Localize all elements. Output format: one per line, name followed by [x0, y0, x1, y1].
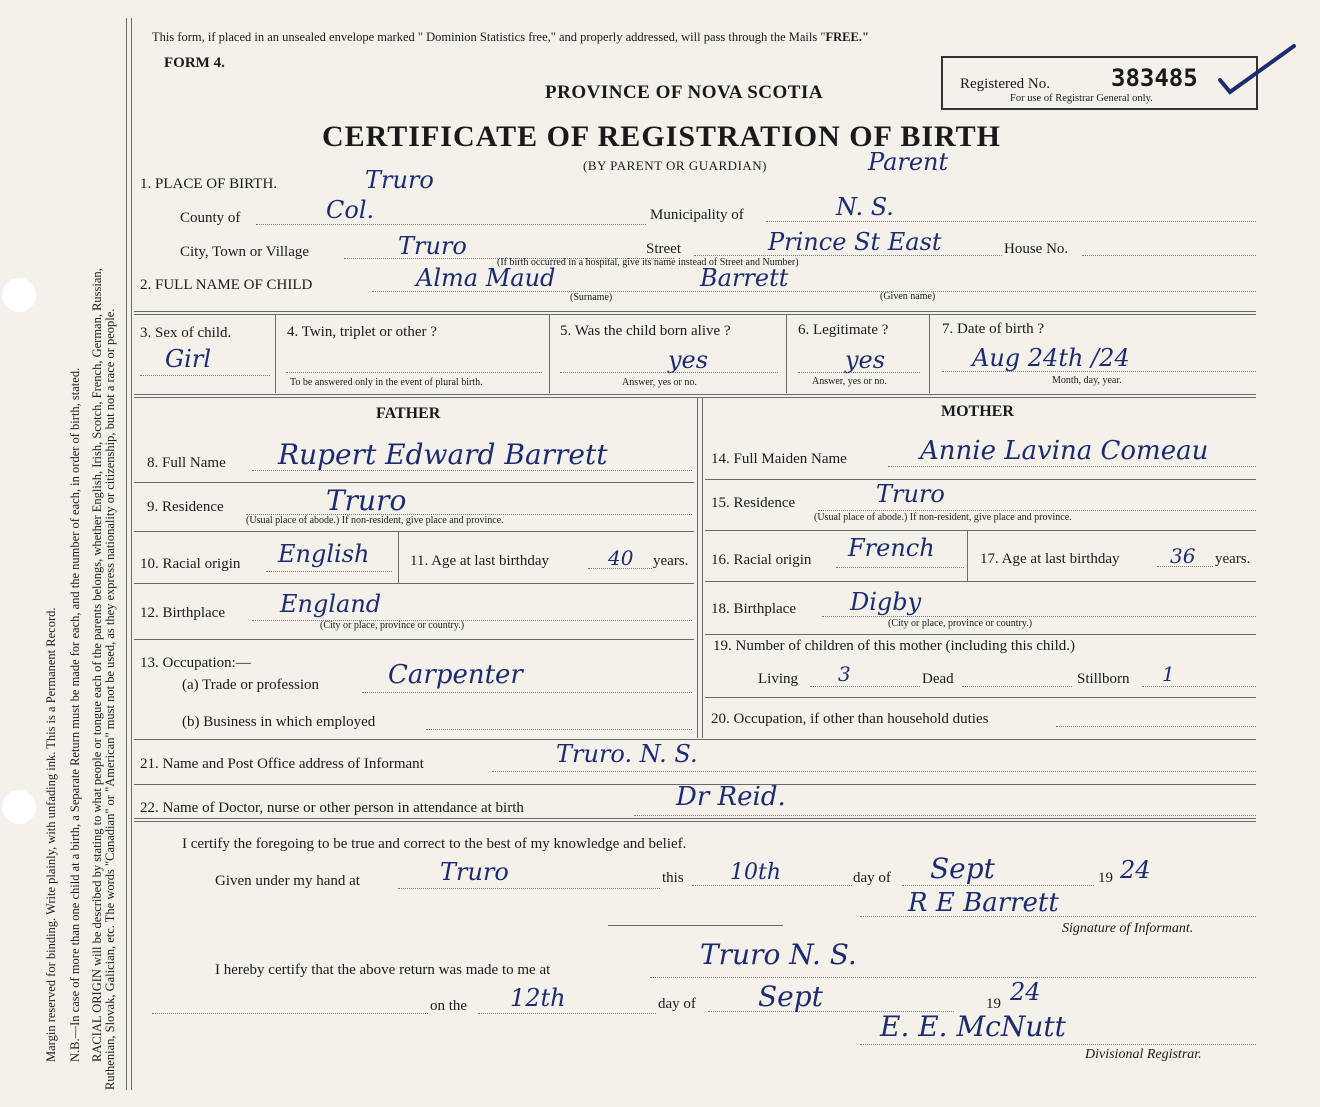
informant-value: Truro. N. S.: [556, 740, 698, 768]
province-title: PROVINCE OF NOVA SCOTIA: [545, 82, 824, 103]
margin-note-racial-1: RACIAL ORIGIN will be described by stating to what people or tongue each of the parents belongs, whether English, Irish, Scotch, French, German, Russian,: [90, 268, 104, 1062]
informant-label: 21. Name and Post Office address of Informant: [140, 756, 424, 772]
this-day-value: 10th: [730, 860, 782, 885]
business-line: [426, 729, 692, 730]
margin-border-inner: [131, 18, 132, 1090]
mother-row-divider-4: [705, 634, 1256, 635]
legit-line: [798, 372, 920, 373]
alive-line: [560, 372, 778, 373]
section-divider-5b: [134, 821, 1256, 822]
business-label: (b) Business in which employed: [182, 714, 376, 730]
county-line: [256, 224, 646, 225]
signature-informant-label: Signature of Informant.: [1062, 921, 1194, 936]
doctor-value: Dr Reid.: [676, 782, 786, 812]
this-day-line: [692, 885, 852, 886]
twin-line: [286, 372, 542, 373]
born-alive-value: yes: [668, 346, 709, 374]
mother-years-label: years.: [1215, 551, 1251, 567]
registered-at-line: [650, 977, 1256, 978]
check-mark-icon: [1218, 40, 1298, 100]
child-surname-value: Alma Maud: [416, 264, 556, 292]
legitimate-value: yes: [845, 346, 886, 374]
informant-line: [492, 771, 1256, 772]
twin-note: To be answered only in the event of plural birth.: [290, 377, 483, 388]
certificate-subtitle: (BY PARENT OR GUARDIAN): [583, 158, 768, 173]
twin-label: 4. Twin, triplet or other ?: [287, 324, 437, 340]
father-residence-label: 9. Residence: [147, 499, 224, 515]
surname-note: (Surname): [570, 292, 613, 303]
section-divider-1b: [134, 314, 1256, 315]
stillborn-value: 1: [1162, 662, 1175, 686]
father-race-line: [266, 571, 392, 572]
divisional-registrar-label: Divisional Registrar.: [1085, 1047, 1202, 1062]
mother-heading: MOTHER: [941, 403, 1014, 420]
given-under-hand-label: Given under my hand at: [215, 873, 360, 889]
mother-birthplace-label: 18. Birthplace: [711, 601, 796, 617]
dob-note: Month, day, year.: [1052, 375, 1122, 386]
col-divider-4: [929, 315, 930, 393]
day-of-label-2: day of: [658, 996, 696, 1012]
father-row-divider-1: [134, 482, 694, 483]
informant-signature: R E Barrett: [908, 888, 1059, 918]
living-value: 3: [838, 662, 851, 686]
subtitle-handwritten: Parent: [868, 148, 949, 176]
signature-line: [860, 916, 1256, 917]
street-value: Prince St East: [768, 228, 942, 256]
col-divider-2: [549, 315, 550, 393]
trade-line: [362, 692, 692, 693]
given-name-note: (Given name): [880, 291, 936, 302]
signature-short-rule: [608, 925, 783, 926]
father-age-value: 40: [608, 546, 634, 570]
doctor-line: [634, 815, 1256, 816]
certify-statement: I certify the foregoing to be true and correct to the best of my knowledge and belief.: [182, 836, 687, 852]
mother-res-note: (Usual place of abode.) If non-resident, give place and province.: [814, 512, 1072, 523]
mother-res-line: [818, 510, 1256, 511]
born-alive-label: 5. Was the child born alive ?: [560, 323, 731, 339]
father-race-value: English: [278, 540, 370, 568]
mother-name-label: 14. Full Maiden Name: [711, 451, 847, 467]
doctor-label: 22. Name of Doctor, nurse or other person in attendance at birth: [140, 800, 524, 816]
father-birthplace-label: 12. Birthplace: [140, 605, 225, 621]
registrar-general-note: For use of Registrar General only.: [1010, 93, 1153, 104]
father-residence-value: Truro: [326, 484, 407, 517]
mother-bp-note: (City or place, province or country.): [888, 618, 1033, 629]
father-name-label: 8. Full Name: [147, 455, 226, 471]
father-heading: FATHER: [376, 405, 441, 422]
place-of-birth-value: Truro: [365, 166, 434, 194]
alive-answer-note: Answer, yes or no.: [622, 377, 697, 388]
registrar-line: [860, 1044, 1256, 1045]
house-no-line: [1082, 255, 1256, 256]
hospital-note: (If birth occurred in a hospital, give its name instead of Street and Number): [497, 257, 799, 268]
mother-race-value: French: [848, 534, 935, 562]
father-row-divider-4: [134, 639, 694, 640]
full-name-child-label: 2. FULL NAME OF CHILD: [140, 277, 313, 293]
city-label: City, Town or Village: [180, 244, 310, 260]
on-the-label: on the: [430, 998, 468, 1014]
dob-line: [942, 371, 1256, 372]
date-of-birth-value: Aug 24th /24: [972, 344, 1130, 372]
dead-line: [962, 686, 1072, 687]
father-bp-line: [252, 620, 692, 621]
section-divider-2b: [134, 397, 1256, 398]
father-mother-divider: [697, 398, 698, 738]
father-race-label: 10. Racial origin: [140, 556, 241, 572]
municipality-label: Municipality of: [650, 207, 744, 223]
mother-age-label: 17. Age at last birthday: [980, 551, 1120, 567]
mother-race-line: [836, 567, 964, 568]
mother-residence-value: Truro: [876, 480, 945, 508]
occupation-label: 13. Occupation:—: [140, 655, 251, 671]
given-at-line: [398, 888, 660, 889]
mother-race-label: 16. Racial origin: [711, 552, 812, 568]
mail-free: FREE.": [825, 30, 869, 44]
father-birthplace-value: England: [280, 590, 382, 618]
mother-birthplace-value: Digby: [850, 588, 922, 616]
father-race-age-divider: [398, 532, 399, 583]
mother-occupation-label: 20. Occupation, if other than household duties: [711, 711, 989, 727]
given-at-value: Truro: [440, 858, 509, 886]
dead-label: Dead: [922, 671, 954, 687]
registered-number: 383485: [1111, 64, 1198, 92]
living-line: [810, 686, 920, 687]
day-of-line: [902, 885, 1094, 886]
col-divider-3: [786, 315, 787, 393]
year-prefix-2: 19: [986, 996, 1001, 1012]
col-divider-1: [275, 315, 276, 393]
mother-name-value: Annie Lavina Comeau: [920, 436, 1209, 466]
trade-value: Carpenter: [388, 660, 523, 690]
sex-label: 3. Sex of child.: [140, 325, 232, 341]
place-of-birth-label: 1. PLACE OF BIRTH.: [140, 176, 278, 192]
margin-note-racial-2: Ruthenian, Slovak, Galician, etc. The words "Canadian" or "American" must not be used, as they express nationality or citizenship, but not a race or people.: [103, 308, 117, 1090]
registrar-signature: E. E. McNutt: [880, 1010, 1066, 1043]
municipality-value: N. S.: [836, 193, 894, 221]
father-name-value: Rupert Edward Barrett: [278, 438, 608, 471]
margin-note-binding: Margin reserved for binding. Write plainly, with unfading ink. This is a Permanent Record.: [44, 607, 58, 1062]
registration-box: [941, 56, 1258, 110]
father-bp-note: (City or place, province or country.): [320, 620, 465, 631]
father-row-divider-2: [134, 531, 694, 532]
registered-month-value: Sept: [758, 980, 823, 1013]
registered-label: Registered No.: [960, 76, 1050, 92]
month-value: Sept: [930, 852, 995, 885]
county-value: Col.: [326, 196, 375, 224]
hereby-certify-label: I hereby certify that the above return was made to me at: [215, 962, 551, 978]
section-divider-5: [134, 818, 1256, 819]
legitimate-label: 6. Legitimate ?: [798, 322, 889, 338]
mother-row-divider-2: [705, 530, 1256, 531]
child-given-value: Barrett: [700, 264, 789, 292]
stillborn-line: [1142, 686, 1256, 687]
father-mother-divider-b: [702, 398, 703, 738]
certificate-title: CERTIFICATE OF REGISTRATION OF BIRTH: [322, 120, 1001, 153]
year-prefix: 19: [1098, 870, 1113, 886]
sex-line: [140, 375, 270, 376]
registered-at-value: Truro N. S.: [700, 938, 857, 971]
father-age-label: 11. Age at last birthday: [410, 553, 549, 569]
city-value: Truro: [398, 232, 467, 260]
county-label: County of: [180, 210, 241, 226]
this-label: this: [662, 870, 684, 886]
trade-label: (a) Trade or profession: [182, 677, 320, 693]
punch-hole-bottom: [2, 790, 36, 824]
mother-name-line: [888, 466, 1256, 467]
reg-day-line: [478, 1013, 656, 1014]
margin-border: [126, 18, 127, 1090]
registered-year-value: 24: [1010, 978, 1041, 1006]
street-label: Street: [646, 241, 681, 257]
father-row-divider-3: [134, 583, 694, 584]
margin-note-nb: N.B.—In case of more than one child at a birth, a Separate Return must be made for each, and the number of each, in order of birth, stated.: [68, 367, 82, 1062]
year-value: 24: [1120, 856, 1151, 884]
form-number: FORM 4.: [164, 55, 225, 71]
sex-value: Girl: [165, 345, 211, 373]
father-years-label: years.: [653, 553, 689, 569]
mother-row-divider-1: [705, 479, 1256, 480]
legit-answer-note: Answer, yes or no.: [812, 376, 887, 387]
mother-age-value: 36: [1170, 544, 1196, 568]
mail-notice: [152, 30, 869, 45]
mother-occ-line: [1056, 726, 1256, 727]
punch-hole-top: [2, 278, 36, 312]
mother-residence-label: 15. Residence: [711, 495, 796, 511]
day-of-label: day of: [853, 870, 891, 886]
section-divider-1: [134, 311, 1256, 312]
mother-race-age-divider: [967, 531, 968, 581]
mother-bp-line: [822, 616, 1256, 617]
mother-row-divider-3: [705, 581, 1256, 582]
mother-row-divider-5: [705, 697, 1256, 698]
father-res-note: (Usual place of abode.) If non-resident, give place and province.: [246, 515, 504, 526]
mail-notice-text: This form, if placed in an unsealed envelope marked " Dominion Statistics free," and properly addressed, will pass through the Mails ": [152, 30, 826, 44]
house-no-label: House No.: [1004, 241, 1069, 257]
on-the-left-line: [152, 1013, 428, 1014]
registered-day-value: 12th: [510, 984, 566, 1012]
stillborn-label: Stillborn: [1077, 671, 1130, 687]
children-count-label: 19. Number of children of this mother (including this child.): [713, 638, 1076, 654]
section-divider-2: [134, 394, 1256, 395]
date-of-birth-label: 7. Date of birth ?: [942, 321, 1045, 337]
municipality-line: [766, 221, 1256, 222]
living-label: Living: [758, 671, 798, 687]
